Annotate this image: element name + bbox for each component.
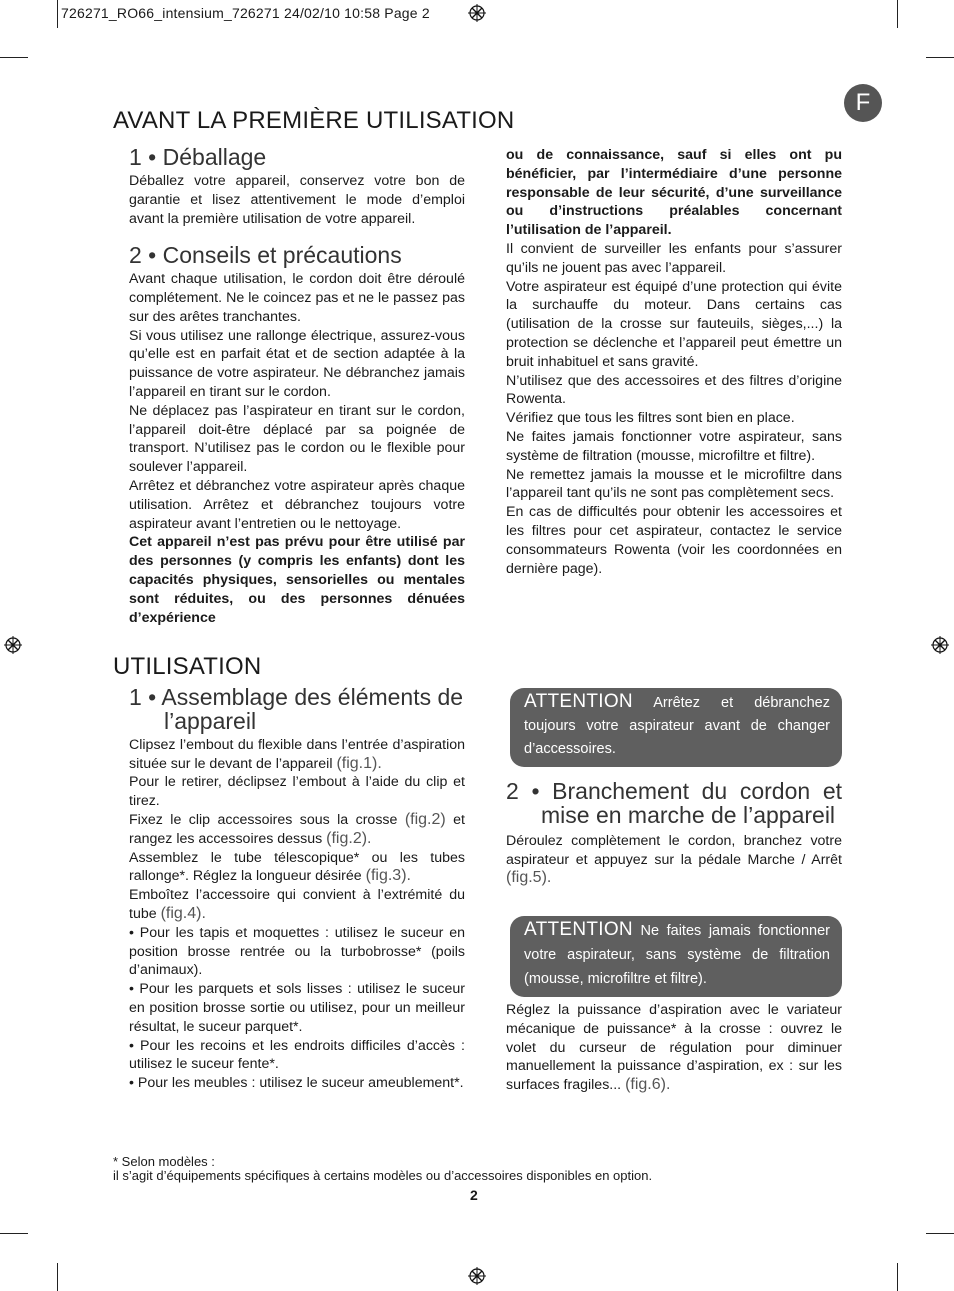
subsection-title [506,780,842,828]
paragraph [129,811,465,849]
paragraph-text: Assemblez le tube télescopique* ou les tubes rallonge*. Réglez la longueur désirée [129,849,465,885]
paragraph: Vérifiez que tous les filtres sont bien en place. [506,410,795,427]
attention-box [510,916,842,997]
registration-mark-icon [468,4,486,22]
paragraph [129,886,465,924]
paragraph: N’utilisez que des accessoires et des filtres d’origine Rowenta. [506,372,842,408]
right-column-section2 [506,780,842,888]
paragraph-text: Clipsez l’embout du flexible dans l’entrée d’aspiration située sur le devant de l’appareil [129,736,465,772]
crop-mark [57,1263,58,1291]
paragraph: Ne remettez jamais la mousse et le microfiltre dans l’appareil tant qu’ils ne sont pas complètement secs. [506,466,842,502]
crop-mark [57,0,58,28]
crop-mark [926,57,954,58]
footnote-line: * Selon modèles : [113,1154,215,1169]
left-column-section1 [129,146,465,627]
subsection-title [129,686,465,734]
paragraph: Votre aspirateur est équipé d’une protection qui évite la surchauffe du moteur. Dans certains cas (utilisation de la crosse sur fauteuils, sièges,...) la protection se déclenche et l’appareil peut émettre un bruit inhabituel et sans gravité. [506,278,842,370]
paragraph-text: Fixez le clip accessoires sous la crosse [129,812,398,828]
paragraph [129,736,465,774]
attention-box [510,688,842,767]
figure-reference: (fig.6). [625,1076,671,1094]
crop-mark [0,1233,28,1234]
attention-heading: ATTENTION [524,919,633,940]
warning-paragraph: Cet appareil n’est pas prévu pour être utilisé par des personnes (y compris les enfants) dont les capacités physiques, sensorielles ou mentales sont réduites, ou des personnes dénuées d’expérience [129,534,465,626]
paragraph: Ne déplacez pas l’aspirateur en tirant sur le cordon, l’appareil doit-être déplacé par sa poignée de transport. N’utilisez pas le cordon ou le flexible pour soulever l’appareil. [129,402,465,476]
list-item: • Pour les parquets et sols lisses : utilisez le suceur en position brosse sortie ou utilisez, pour un meilleur résultat, le suceur parquet*. [129,981,465,1035]
section-title: UTILISATION [113,653,262,680]
figure-reference: (fig.2). [326,829,372,847]
paragraph: Pour le retirer, déclipsez l’embout à l’aide du clip et tirez. [129,774,465,810]
paragraph-text: Déroulez complètement le cordon, branchez votre aspirateur et appuyez sur la pédale Marche / Arrêt [506,832,842,868]
paragraph: Déballez votre appareil, conservez votre bon de garantie et lisez attentivement le mode d’emploi avant la première utilisation de votre appareil. [129,172,465,227]
attention-text: Arrêtez et débranchez toujours votre aspirateur avant de changer d’accessoires. [524,695,830,757]
attention-text: Ne faites jamais fonctionner votre aspirateur, sans système de filtration (mousse, microfiltre et filtre). [524,923,831,987]
section-title: AVANT LA PREMIÈRE UTILISATION [113,107,515,134]
footnote-line: il s’agit d’équipements spécifiques à certains modèles ou d’accessoires disponibles en option. [113,1168,653,1183]
paragraph: Avant chaque utilisation, le cordon doit être déroulé complétement. Ne le coincez pas et ne le passez pas sur des arêtes tranchantes. [129,271,465,325]
language-badge: F [844,84,882,122]
subsection-number: 1 • [129,144,157,170]
attention-heading: ATTENTION [524,691,633,712]
paragraph-text: et rangez les accessoires dessus [129,812,465,847]
list-item: • Pour les tapis et moquettes : utilisez le suceur en position brosse rentrée ou la turbobrosse* (poils d’animaux). [129,924,465,979]
crop-mark [926,1233,954,1234]
subsection-number: 2 • [129,242,157,269]
subsection-number: 1 • [129,684,157,710]
paragraph [506,1001,842,1095]
paragraph-text: Réglez la puissance d’aspiration avec le variateur mécanique de puissance* à la crosse : ouvrez le volet du curseur de régulation pour diminuer manuellement la puissance d’aspiration, ex : sur les surfaces fragiles... [506,1002,842,1094]
list-item: • Pour les recoins et les endroits difficiles d’accès : utilisez le suceur fente*. [129,1037,465,1073]
warning-paragraph: ou de connaissance, sauf si elles ont pu bénéficier, par l’intermédiaire d’une personne responsable de leur sécurité, d’une surveillance ou d’instructions préalables concernant l’utilisation de l’appareil. [506,147,842,239]
print-slug: 726271_RO66_intensium_726271 24/02/10 10:58 Page 2 [61,5,430,21]
right-column-section1 [506,146,842,578]
subsection-heading: Conseils et précautions [162,242,402,269]
subsection-heading: Branchement du cordon et mise en marche de l’appareil [541,778,843,828]
crop-mark [897,0,898,28]
crop-mark [0,57,28,58]
figure-reference: (fig.4). [160,904,206,922]
paragraph: Il convient de surveiller les enfants pour s’assurer qu’ils ne jouent pas avec l’appareil. [506,240,842,276]
figure-reference: (fig.1). [336,754,382,772]
list-item: • Pour les meubles : utilisez le suceur ameublement*. [129,1075,464,1092]
subsection-title [129,244,465,268]
figure-reference: (fig.3). [365,867,411,885]
paragraph [506,832,842,888]
paragraph [129,849,465,887]
subsection-heading: Assemblage des éléments de l’appareil [161,684,464,734]
paragraph: Ne faites jamais fonctionner votre aspirateur, sans système de filtration (mousse, microfiltre et filtre). [506,428,842,464]
crop-mark [897,1263,898,1291]
figure-reference: (fig.2) [404,811,446,828]
registration-mark-icon [468,1267,486,1285]
left-column-section2 [129,686,465,1093]
subsection-heading: Déballage [162,144,267,170]
registration-mark-icon [931,636,949,654]
subsection-number: 2 • [506,778,540,804]
paragraph: Si vous utilisez une rallonge électrique, assurez-vous qu’elle est en parfait état et de section adaptée à la puissance de votre aspirateur. Ne débranchez jamais l’appareil en tirant sur le cordon. [129,327,465,400]
paragraph: En cas de difficultés pour obtenir les accessoires et les filtres pour cet aspirateur, contactez le service consommateurs Rowenta (voir les coordonnées en dernière page). [506,504,842,577]
registration-mark-icon [4,636,22,654]
right-column-section2-lower [506,1001,842,1095]
page-number: 2 [470,1187,478,1203]
paragraph: Arrêtez et débranchez votre aspirateur après chaque utilisation. Arrêtez et débranchez toujours votre aspirateur avant l’entretien ou le nettoyage. [129,477,465,532]
figure-reference: (fig.5). [506,869,552,887]
subsection-title [129,146,465,170]
paragraph-text: Emboîtez l’accessoire qui convient à l’extrémité du tube [129,887,465,922]
